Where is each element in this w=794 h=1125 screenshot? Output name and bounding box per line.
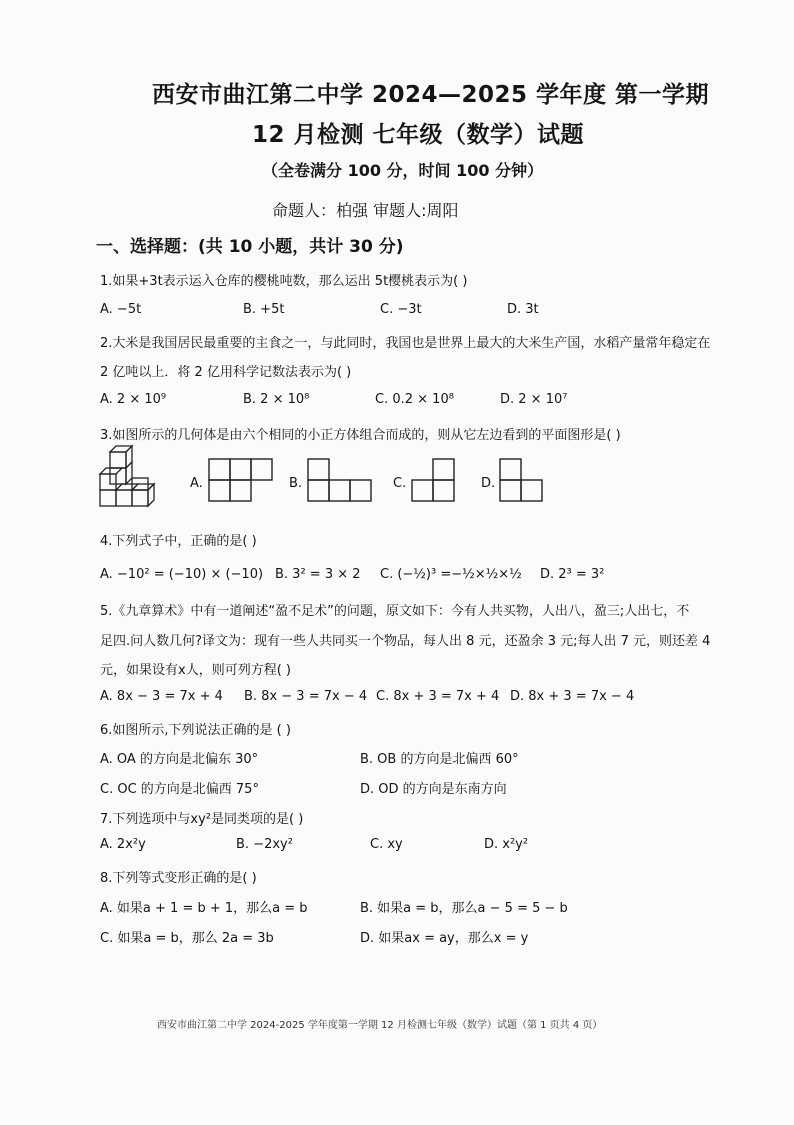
page-footer: 西安市曲江第二中学 2024-2025 学年度第一学期 12 月检测七年级（数学）试题（第 1 页共 4 页） (157, 1020, 603, 1031)
question-3-stem: 3.如图所示的几何体是由六个相同的小正方体组合而成的，则从它左边看到的平面图形是( ) (100, 428, 621, 443)
q3-option-d-label: D. (481, 476, 496, 491)
q2-option-d: D. 2 × 10⁷ (500, 392, 568, 407)
q8-option-a: A. 如果a + 1 = b + 1，那么a = b (100, 901, 308, 916)
q2-option-a: A. 2 × 10⁹ (100, 392, 167, 407)
q3-option-a-label: A. (190, 476, 203, 491)
question-2-stem-line2: 2 亿吨以上．将 2 亿用科学记数法表示为( ) (100, 365, 352, 380)
q6-option-b: B. OB 的方向是北偏西 60° (360, 752, 519, 767)
q6-option-d: D. OD 的方向是东南方向 (360, 782, 507, 797)
question-2-stem-line1: 2.大米是我国居民最重要的主食之一，与此同时，我国也是世界上最大的大米生产国，水稻产量常年稳定在 (100, 336, 711, 351)
q1-option-b: B. +5t (243, 302, 285, 317)
q8-option-d: D. 如果ax = ay，那么x = y (360, 931, 529, 946)
question-1-stem: 1.如果+3t表示运入仓库的樱桃吨数，那么运出 5t樱桃表示为( ) (100, 274, 468, 289)
authors-line: 命题人：柏强 审题人:周阳 (272, 201, 459, 220)
q5-option-a: A. 8x − 3 = 7x + 4 (100, 689, 223, 704)
q4-option-b: B. 3² = 3 × 2 (275, 567, 361, 582)
q4-option-c: C. (−½)³ =−½×½×½ (380, 567, 522, 582)
cube-solid-figure (96, 448, 166, 518)
q1-option-a: A. −5t (100, 302, 142, 317)
q6-option-c: C. OC 的方向是北偏西 75° (100, 782, 259, 797)
question-5-stem-line1: 5.《九章算术》中有一道阐述“盈不足术”的问题，原文如下：今有人共买物，人出八，盈三;人出七，不 (100, 604, 690, 619)
question-5-stem-line2: 足四.问人数几何?译文为：现有一些人共同买一个物品，每人出 8 元，还盈余 3 元;每人出 7 元，则还差 4 (100, 634, 711, 649)
q5-option-d: D. 8x + 3 = 7x − 4 (510, 689, 635, 704)
q5-option-b: B. 8x − 3 = 7x − 4 (244, 689, 368, 704)
q4-option-a: A. −10² = (−10) × (−10) (100, 567, 264, 582)
question-4-stem: 4.下列式子中，正确的是( ) (100, 534, 257, 549)
q3-option-c-label: C. (393, 476, 407, 491)
q7-option-b: B. −2xy² (236, 837, 293, 852)
exam-title-line2: 12 月检测 七年级（数学）试题 (252, 122, 585, 148)
question-8-stem: 8.下列等式变形正确的是( ) (100, 871, 257, 886)
q1-option-d: D. 3t (507, 302, 539, 317)
q7-option-a: A. 2x²y (100, 837, 146, 852)
q2-option-c: C. 0.2 × 10⁸ (375, 392, 454, 407)
q7-option-d: D. x²y² (484, 837, 529, 852)
q5-option-c: C. 8x + 3 = 7x + 4 (376, 689, 500, 704)
exam-title-line1: 西安市曲江第二中学 2024—2025 学年度 第一学期 (152, 82, 710, 108)
section-heading: 一、选择题：(共 10 小题，共计 30 分) (96, 237, 404, 257)
question-6-stem: 6.如图所示,下列说法正确的是 ( ) (100, 723, 291, 738)
q3-option-b-grid (307, 458, 373, 504)
q8-option-b: B. 如果a = b，那么a − 5 = 5 − b (360, 901, 568, 916)
q1-option-c: C. −3t (380, 302, 422, 317)
q7-option-c: C. xy (370, 837, 403, 852)
q3-option-b-label: B. (289, 476, 303, 491)
q6-option-a: A. OA 的方向是北偏东 30° (100, 752, 259, 767)
score-note: （全卷满分 100 分，时间 100 分钟） (262, 161, 544, 180)
question-5-stem-line3: 元，如果设有x人，则可列方程( ) (100, 663, 291, 678)
q3-option-d-grid (499, 458, 545, 504)
q3-option-a-grid (208, 458, 274, 504)
q8-option-c: C. 如果a = b，那么 2a = 3b (100, 931, 274, 946)
question-7-stem: 7.下列选项中与xy²是同类项的是( ) (100, 812, 304, 827)
q4-option-d: D. 2³ = 3² (540, 567, 605, 582)
q2-option-b: B. 2 × 10⁸ (243, 392, 310, 407)
q3-option-c-grid (411, 458, 457, 504)
